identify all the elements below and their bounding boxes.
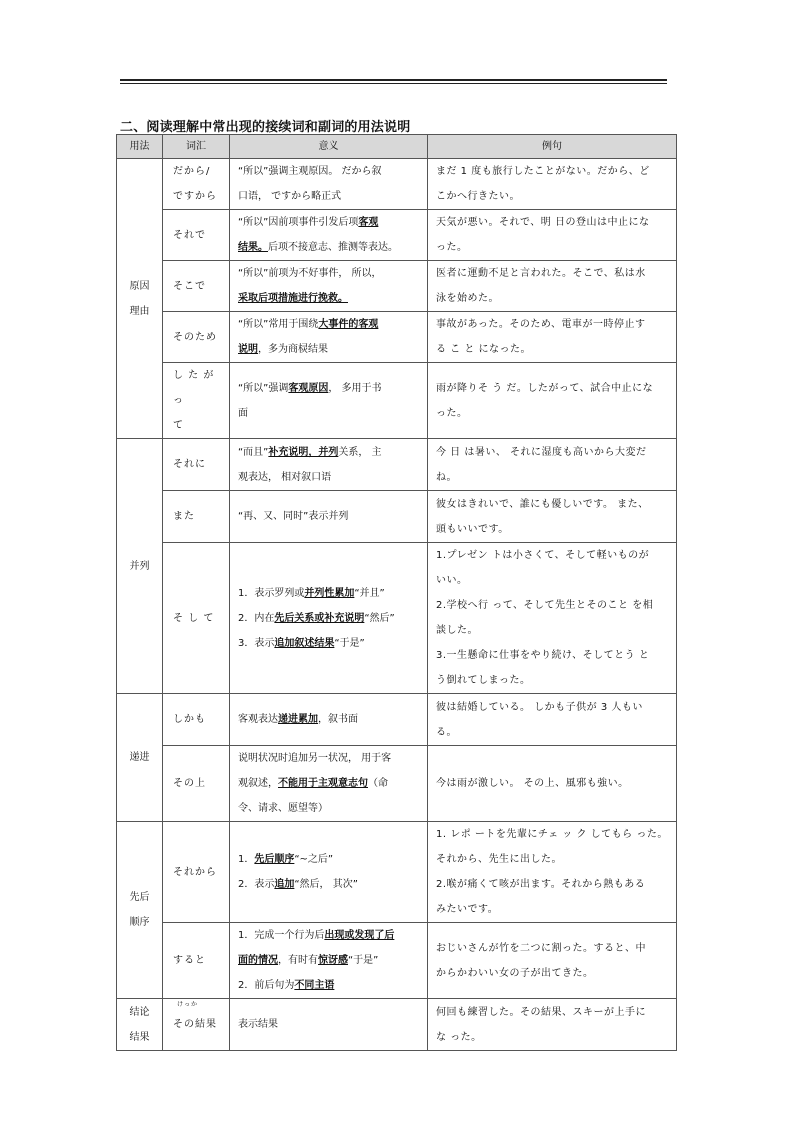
meaning-sorede: “所以”因前项事件引发后项客观 结果。后项不接意志、推测等表达。 (230, 210, 428, 261)
category-progressive: 递进 (117, 694, 163, 822)
table-row (117, 746, 677, 822)
word-suruto: すると (163, 923, 230, 999)
table-row (117, 491, 677, 543)
header-usage: 用法 (117, 135, 163, 159)
example-suruto: おじいさんが竹を二つに割った。すると、中 からかわいい女の子が出てきた。 (428, 923, 677, 999)
ruby-reading: けっか (177, 1001, 199, 1008)
example-sonokekka: 何回も練習した。その結果、スキーが上手に な った。 (428, 999, 677, 1051)
meaning-soreni: “而且”补充说明，并列关系， 主 观表达， 相对叙口语 (230, 439, 428, 491)
word-sonoue: その上 (163, 746, 230, 822)
meaning-suruto: 1．完成一个行为后出现或发现了后 面的情况，有时有惊讶感“于是” 2．前后句为不同主语 (230, 923, 428, 999)
table-row (117, 312, 677, 363)
table-row (117, 159, 677, 210)
category-cause: 原因 理由 (117, 159, 163, 439)
table-row (117, 999, 677, 1051)
meaning-soshite: 1．表示罗列或并列性累加“并且” 2．内在先后关系或补充说明“然后” 3．表示追加叙述结果“于是” (230, 543, 428, 694)
word-shitagatte: し た が っ て (163, 363, 230, 439)
meaning-sorekara: 1．先后顺序“~之后” 2．表示追加“然后， 其次” (230, 822, 428, 923)
example-sonoue: 今は雨が激しい。 その上、風邪も強い。 (428, 746, 677, 822)
example-soreni: 今 日 は暑い、 それに湿度も高いから大変だ ね。 (428, 439, 677, 491)
word-sokode: そこで (163, 261, 230, 312)
table-row (117, 210, 677, 261)
table-row (117, 363, 677, 439)
example-shitagatte: 雨が降りそ う だ。したがって、試合中止にな った。 (428, 363, 677, 439)
table-row (117, 543, 677, 694)
example-sorede: 天気が悪い。それで、明 日の登山は中止にな った。 (428, 210, 677, 261)
word-sonokekka: けっか その結果 (163, 999, 230, 1051)
header-word: 词汇 (163, 135, 230, 159)
word-sorede: それで (163, 210, 230, 261)
example-soshite: 1.プレゼン トは小さくて、そして軽いものが いい。 2.学校へ行 って、そして先生とそのこと を相 談した。 3.一生懸命に仕事をやり続け、そしてとう と う倒れてしまった。 (428, 543, 677, 694)
example-sorekara: 1. レポ ートを先輩にチェ ッ ク してもら った。 それから、先生に出した。 2.喉が痛くて咳が出ます。それから熱もある みたいです。 (428, 822, 677, 923)
example-sokode: 医者に運動不足と言われた。そこで、私は水 泳を始めた。 (428, 261, 677, 312)
meaning-dakara: “所以”强调主观原因。 だから叙 口语， ですから略正式 (230, 159, 428, 210)
meaning-sonotame: “所以”常用于围绕大事件的客观 说明，多为商棂结果 (230, 312, 428, 363)
table-row (117, 923, 677, 999)
example-shikamo: 彼は結婚している。 しかも子供が 3 人もい る。 (428, 694, 677, 746)
table-row (117, 261, 677, 312)
category-conclusion: 结论 结果 (117, 999, 163, 1051)
meaning-sonoue: 说明状况时追加另一状况， 用于客 观叙述，不能用于主观意志句（命 令、请求、愿望等） (230, 746, 428, 822)
category-parallel: 并列 (117, 439, 163, 694)
table-row (117, 822, 677, 923)
word-shikamo: しかも (163, 694, 230, 746)
word-sonotame: そのため (163, 312, 230, 363)
top-rule (120, 79, 667, 81)
meaning-sonokekka: 表示结果 (230, 999, 428, 1051)
meaning-shikamo: 客观表达递进累加，叙书面 (230, 694, 428, 746)
meaning-sokode: “所以”前项为不好事件， 所以， 采取后项措施进行挽救。 (230, 261, 428, 312)
word-soreni: それに (163, 439, 230, 491)
top-rule-thin (120, 83, 667, 84)
table-header-row (117, 135, 677, 159)
header-example: 例句 (428, 135, 677, 159)
example-mata: 彼女はきれいで、誰にも優しいです。 また、 頭もいいです。 (428, 491, 677, 543)
example-dakara: まだ 1 度も旅行したことがない。だから、ど こかへ行きたい。 (428, 159, 677, 210)
header-meaning: 意义 (230, 135, 428, 159)
example-sonotame: 事故があった。そのため、電車が一時停止す る こ と になった。 (428, 312, 677, 363)
word-sorekara: それから (163, 822, 230, 923)
word-soshite: そ し て (163, 543, 230, 694)
table-row (117, 439, 677, 491)
word-dakara: だから/ ですから (163, 159, 230, 210)
section-title: 二、阅读理解中常出现的接续词和副词的用法说明 (120, 120, 411, 135)
category-order: 先后 顺序 (117, 822, 163, 999)
meaning-shitagatte: “所以”强调客观原因， 多用于书 面 (230, 363, 428, 439)
usage-table (116, 134, 677, 1051)
table-row (117, 694, 677, 746)
word-mata: また (163, 491, 230, 543)
meaning-mata: “再、又、同时”表示并列 (230, 491, 428, 543)
